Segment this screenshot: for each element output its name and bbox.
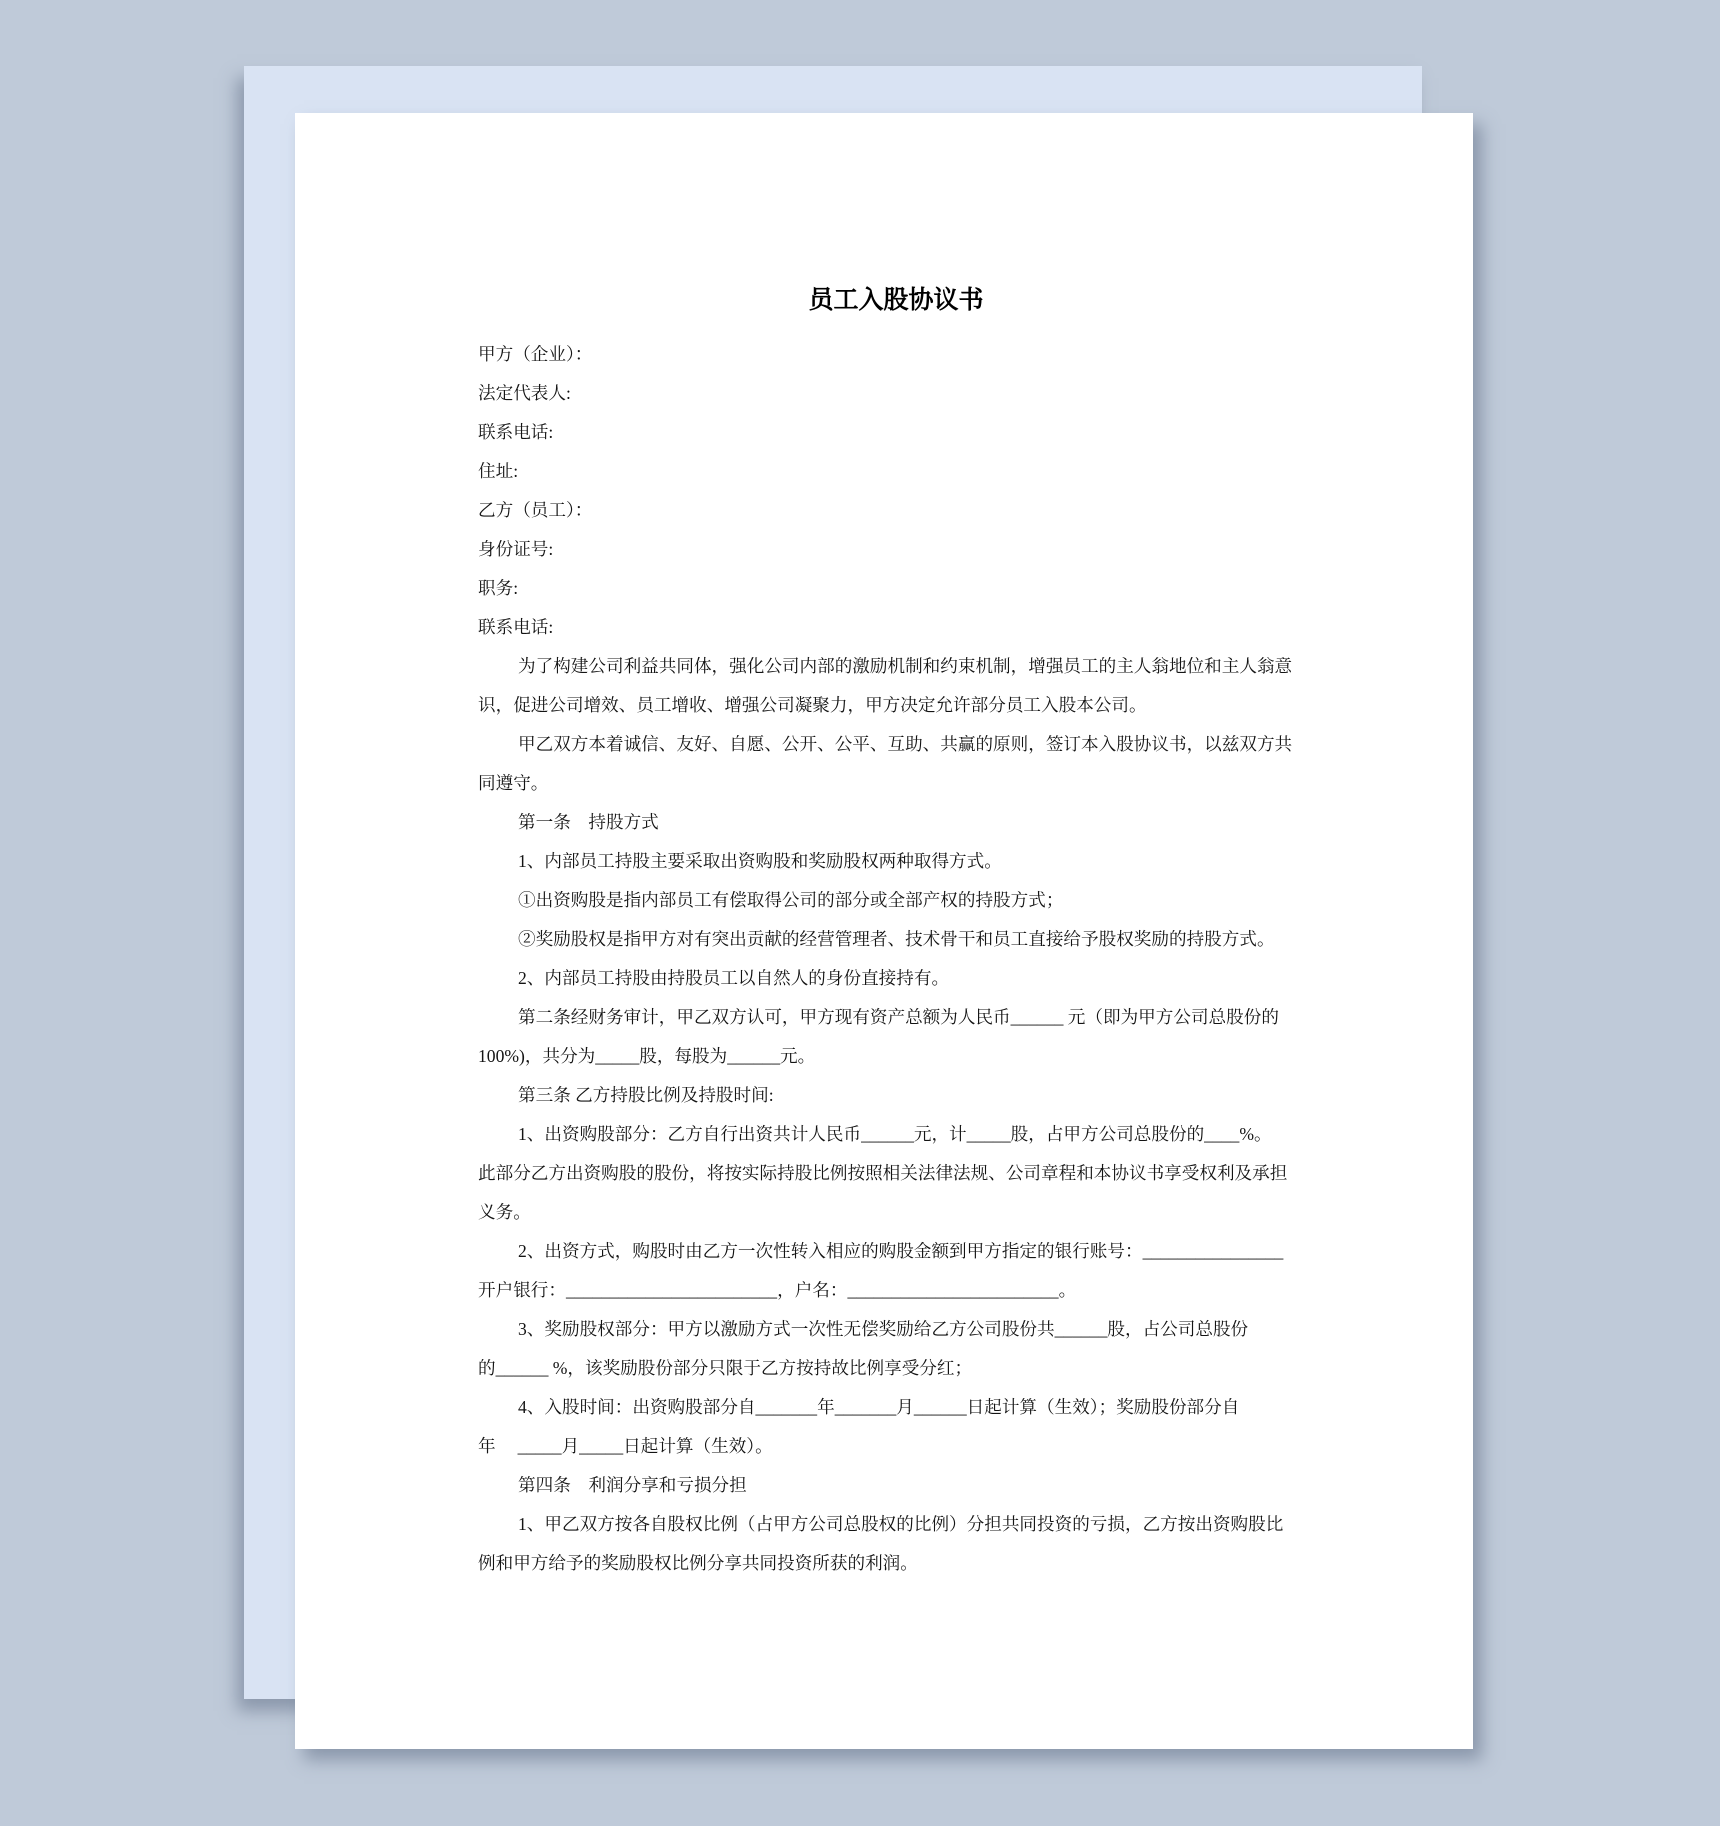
- doc-line: 3、奖励股权部分：甲方以激励方式一次性无偿奖励给乙方公司股份共______股，占公司总股份: [518, 1319, 1249, 1339]
- doc-line: 年 _____月_____日起计算（生效）。: [478, 1436, 773, 1456]
- doc-line: 2、出资方式，购股时由乙方一次性转入相应的购股金额到甲方指定的银行账号：________________: [518, 1241, 1284, 1261]
- doc-line: 1、内部员工持股主要采取出资购股和奖励股权两种取得方式。: [518, 851, 1002, 871]
- doc-line: 乙方（员工）：: [478, 500, 593, 520]
- doc-line: 100%)，共分为_____股，每股为______元。: [478, 1046, 816, 1066]
- doc-line: 联系电话:: [478, 617, 554, 637]
- doc-line: 开户银行：________________________，户名：________________________。: [478, 1280, 1077, 1300]
- doc-line: 第一条 持股方式: [518, 812, 659, 832]
- document-lines: [478, 335, 1314, 1583]
- doc-line: 为了构建公司利益共同体，强化公司内部的激励机制和约束机制，增强员工的主人翁地位和主人翁意: [518, 656, 1293, 676]
- doc-line: 2、内部员工持股由持股员工以自然人的身份直接持有。: [518, 968, 950, 988]
- doc-line: 例和甲方给予的奖励股权比例分享共同投资所获的利润。: [478, 1553, 918, 1573]
- doc-line: 同遵守。: [478, 773, 549, 793]
- doc-line: 身份证号:: [478, 539, 554, 559]
- doc-line: 联系电话:: [478, 422, 554, 442]
- doc-line: 法定代表人:: [478, 383, 571, 403]
- doc-line: 4、入股时间：出资购股部分自_______年_______月______日起计算（生效）；奖励股份部分自: [518, 1397, 1240, 1417]
- doc-line: 1、出资购股部分：乙方自行出资共计人民币______元，计_____股，占甲方公司总股份的____%。: [518, 1124, 1272, 1144]
- doc-line: 甲乙双方本着诚信、友好、自愿、公开、公平、互助、共赢的原则，签订本入股协议书，以兹双方共: [518, 734, 1293, 754]
- doc-line: 第三条 乙方持股比例及持股时间:: [518, 1085, 774, 1105]
- doc-line: ②奖励股权是指甲方对有突出贡献的经营管理者、技术骨干和员工直接给予股权奖励的持股方式。: [518, 929, 1275, 949]
- doc-line: 此部分乙方出资购股的股份，将按实际持股比例按照相关法律法规、公司章程和本协议书享受权利及承担: [478, 1163, 1288, 1183]
- document-page: [295, 113, 1473, 1749]
- doc-line: 甲方（企业）：: [478, 344, 593, 364]
- doc-line: 第四条 利润分享和亏损分担: [518, 1475, 747, 1495]
- doc-line: 义务。: [478, 1202, 531, 1222]
- document-title: 员工入股协议书: [808, 287, 984, 314]
- doc-line: 第二条经财务审计，甲乙双方认可，甲方现有资产总额为人民币______ 元（即为甲方公司总股份的: [518, 1007, 1279, 1027]
- doc-line: 1、甲乙双方按各自股权比例（占甲方公司总股权的比例）分担共同投资的亏损，乙方按出资购股比: [518, 1514, 1284, 1534]
- doc-line: 识，促进公司增效、员工增收、增强公司凝聚力，甲方决定允许部分员工入股本公司。: [478, 695, 1147, 715]
- doc-line: 职务:: [478, 578, 519, 598]
- doc-line: 住址:: [478, 461, 519, 481]
- doc-line: ①出资购股是指内部员工有偿取得公司的部分或全部产权的持股方式；: [518, 890, 1064, 910]
- doc-line: 的______ %，该奖励股份部分只限于乙方按持故比例享受分红；: [478, 1358, 973, 1378]
- document-content: [478, 281, 1314, 1583]
